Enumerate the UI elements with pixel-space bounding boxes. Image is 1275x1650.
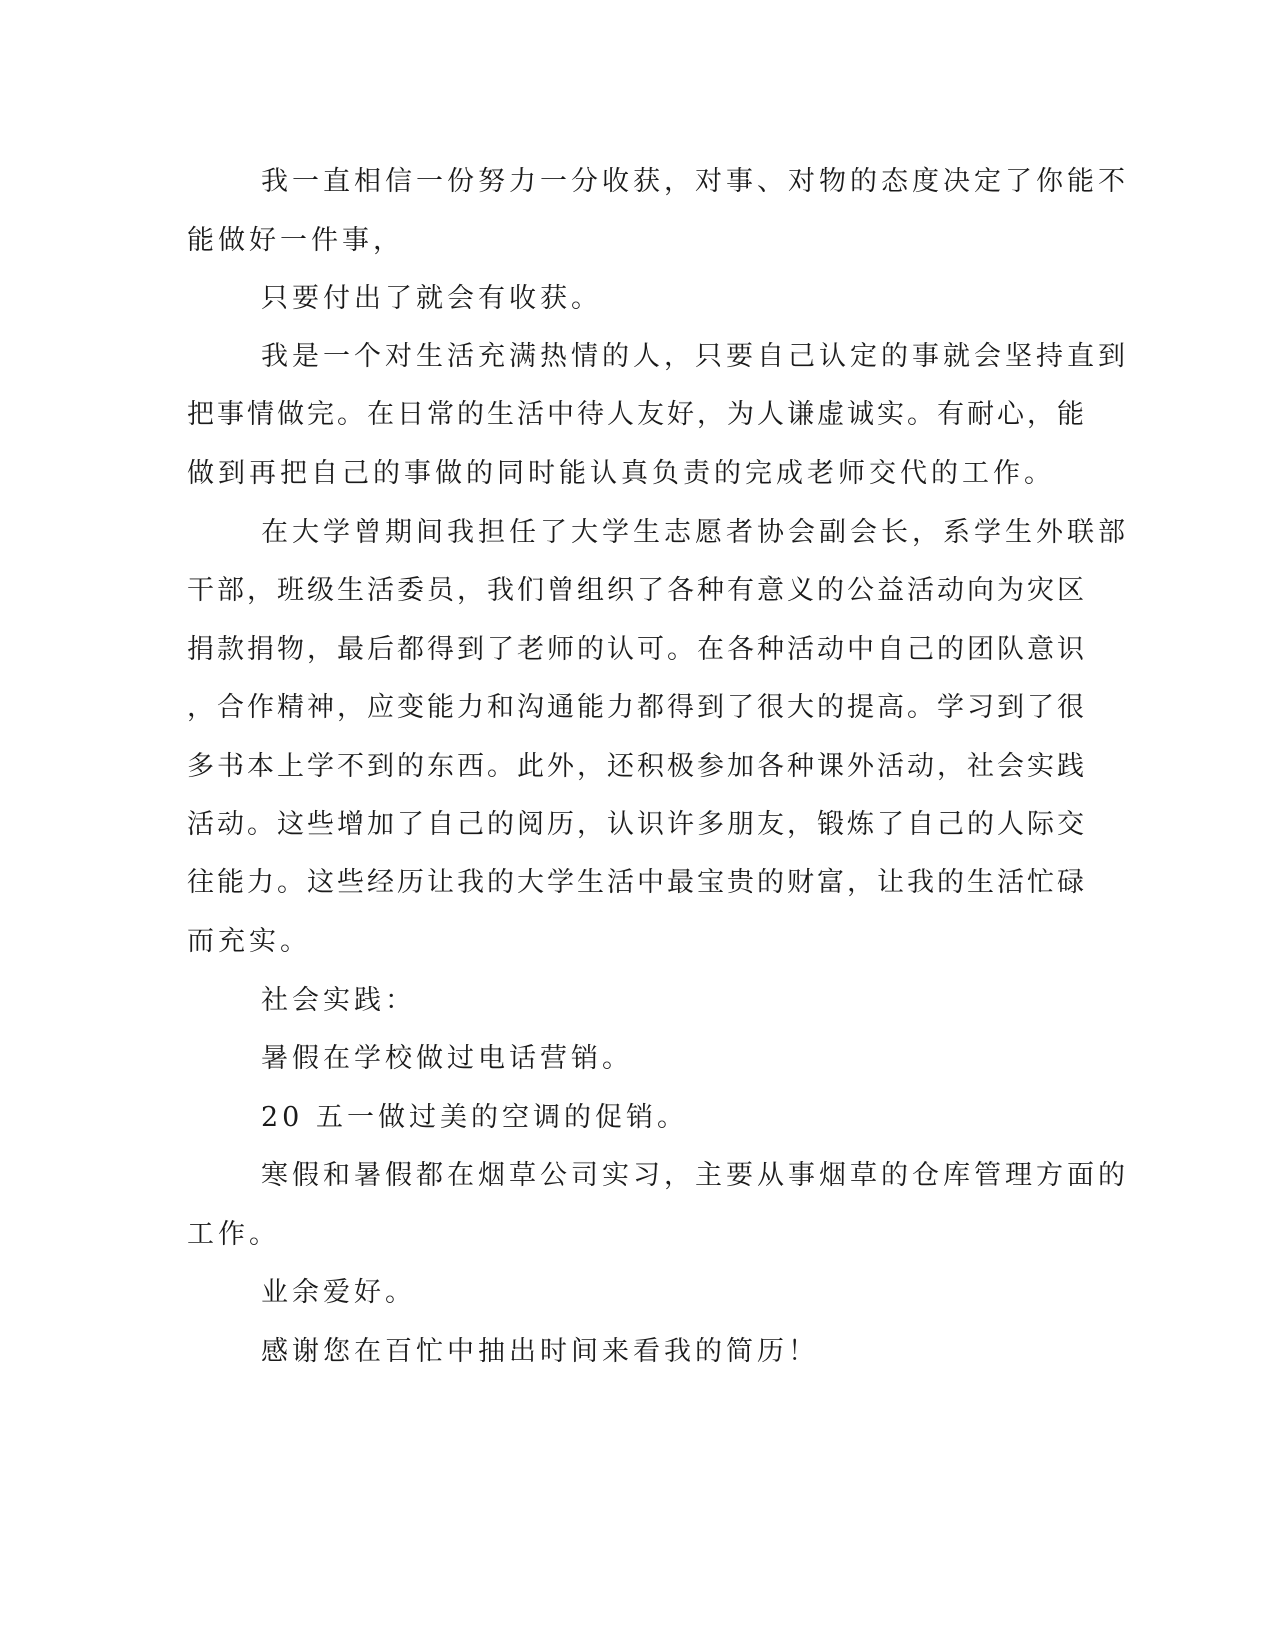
paragraph-line: 20 五一做过美的空调的促销。 — [261, 1102, 688, 1133]
paragraph-line: 能做好一件事， — [187, 225, 404, 256]
paragraph-line: 我一直相信一份努力一分收获，对事、对物的态度决定了你能不 — [261, 166, 1129, 197]
paragraph-line: 暑假在学校做过电话营销。 — [261, 1043, 633, 1074]
closing-line: 感谢您在百忙中抽出时间来看我的简历！ — [261, 1336, 819, 1367]
paragraph-line: 干部，班级生活委员，我们曾组织了各种有意义的公益活动向为灾区 — [187, 575, 1087, 606]
paragraph-line: 工作。 — [187, 1219, 280, 1250]
paragraph-line: 把事情做完。在日常的生活中待人友好，为人谦虚诚实。有耐心，能 — [187, 399, 1087, 430]
section-heading: 社会实践： — [261, 985, 416, 1016]
paragraph-line: 而充实。 — [187, 926, 311, 957]
paragraph-line: 我是一个对生活充满热情的人，只要自己认定的事就会坚持直到 — [261, 341, 1129, 372]
paragraph-line: 多书本上学不到的东西。此外，还积极参加各种课外活动，社会实践 — [187, 751, 1087, 782]
paragraph-line: 做到再把自己的事做的同时能认真负责的完成老师交代的工作。 — [187, 458, 1055, 489]
paragraph-line: ，合作精神，应变能力和沟通能力都得到了很大的提高。学习到了很 — [187, 692, 1087, 723]
paragraph-line: 在大学曾期间我担任了大学生志愿者协会副会长，系学生外联部 — [261, 517, 1129, 548]
paragraph-line: 往能力。这些经历让我的大学生活中最宝贵的财富，让我的生活忙碌 — [187, 867, 1087, 898]
paragraph-line: 捐款捐物，最后都得到了老师的认可。在各种活动中自己的团队意识 — [187, 634, 1087, 665]
paragraph-line: 活动。这些增加了自己的阅历，认识许多朋友，锻炼了自己的人际交 — [187, 809, 1087, 840]
paragraph-line: 只要付出了就会有收获。 — [261, 283, 602, 314]
paragraph-line: 寒假和暑假都在烟草公司实习，主要从事烟草的仓库管理方面的 — [261, 1160, 1129, 1191]
paragraph-line: 业余爱好。 — [261, 1277, 416, 1308]
